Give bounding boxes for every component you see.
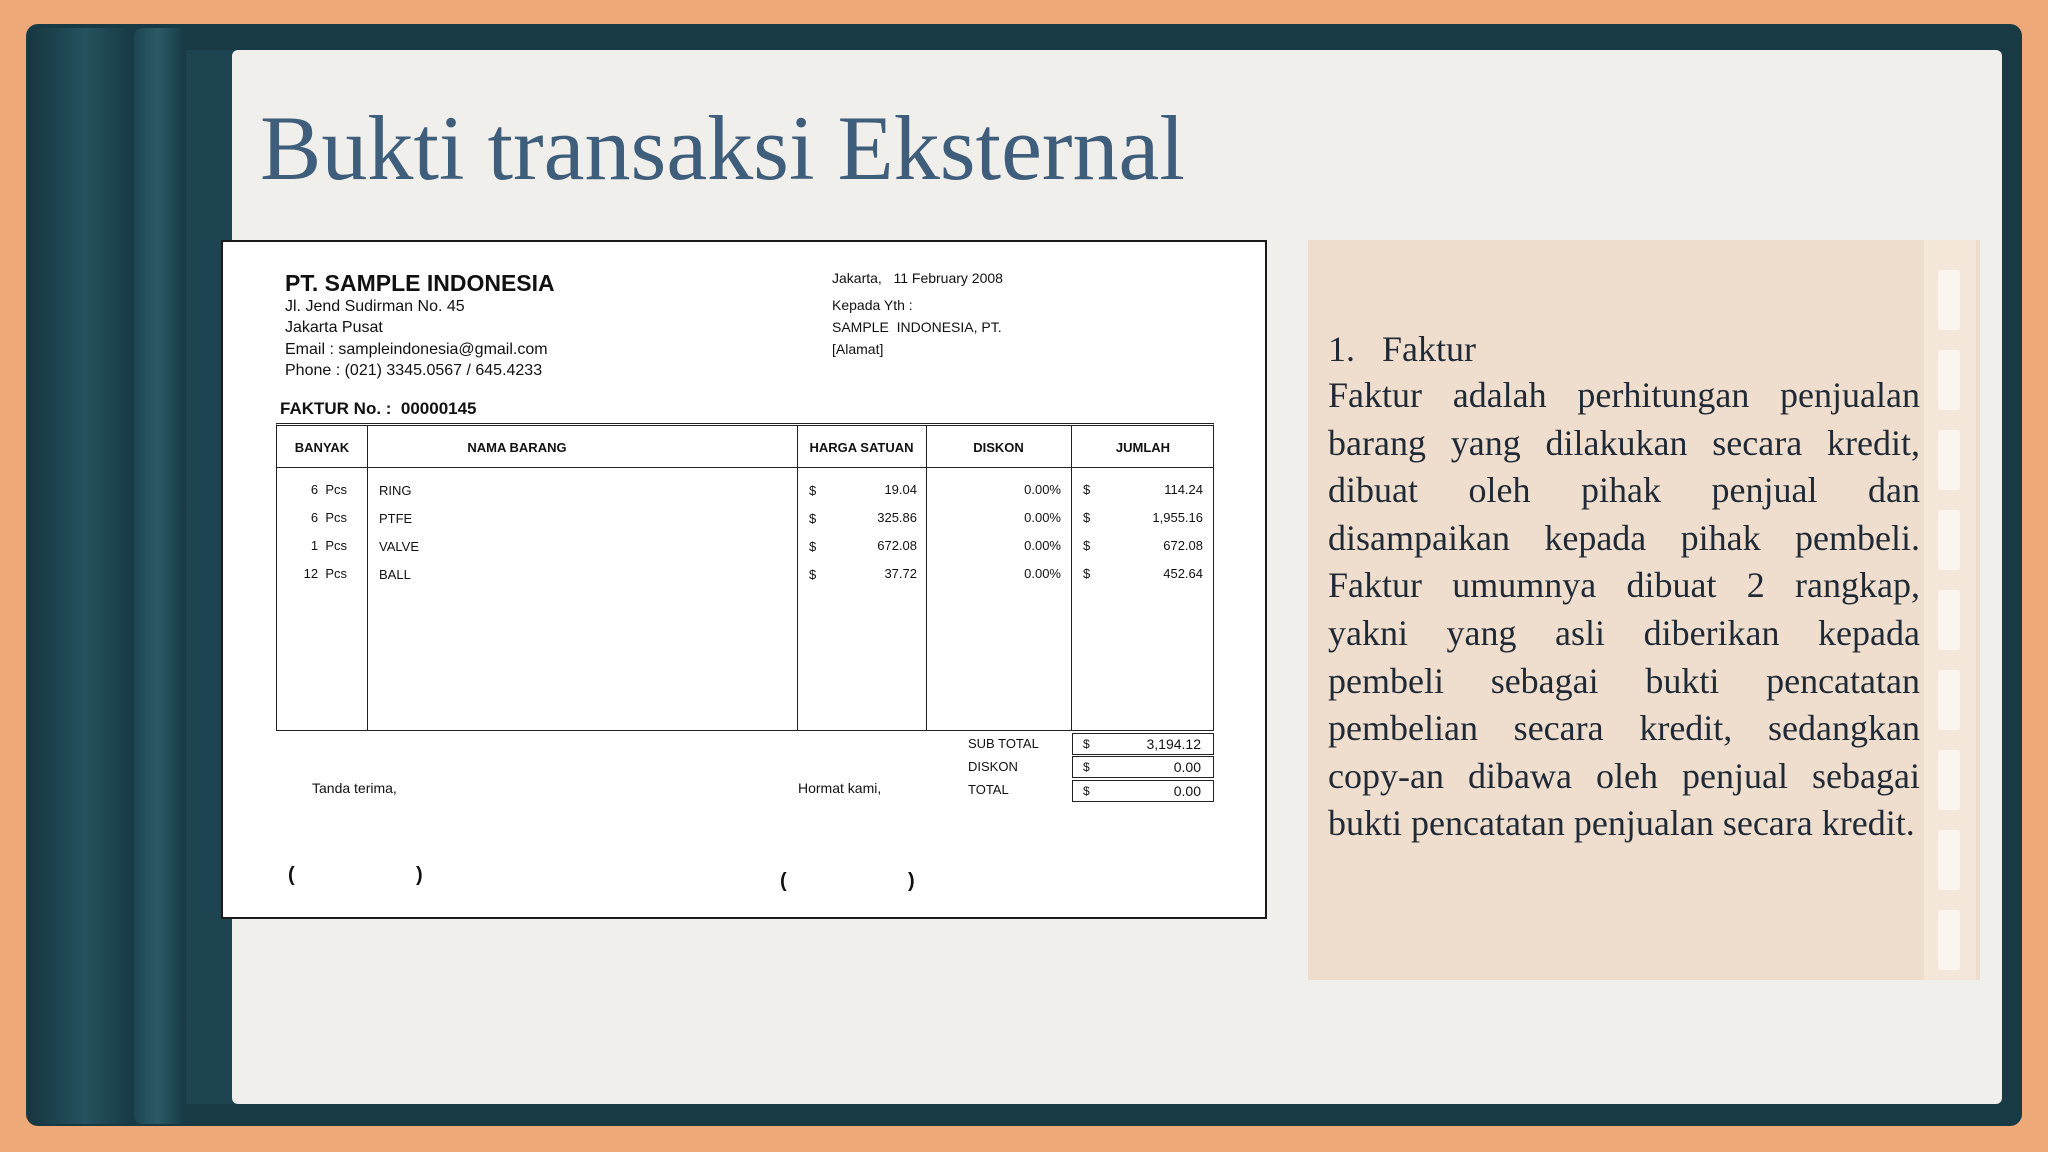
row-discount: 0.00% <box>1024 566 1061 581</box>
row-item: BALL <box>379 567 411 582</box>
row-discount: 0.00% <box>1024 538 1061 553</box>
discount-value: 0.00 <box>1173 759 1201 775</box>
subtotal-box <box>1072 733 1214 755</box>
slide-title: Bukti transaksi Eksternal <box>260 97 1185 199</box>
invoice-number: FAKTUR No. : 00000145 <box>280 399 477 418</box>
description-paragraph: Faktur adalah perhitungan penjualan barang yang dilakukan secara kredit, dibuat oleh pihak penjual dan disampaikan kepada pihak pembeli. Faktur umumnya dibuat 2 rangkap, yakni yang asli diberikan kepada pembeli sebagai bukti pencatatan pembelian secara kredit, sedangkan copy-an dibawa oleh penjual sebagai bukti pencatatan penjualan secara kredit. <box>1328 375 1920 844</box>
phone-line: Phone : (021) 3345.0567 / 645.4233 <box>285 362 543 379</box>
film-hole <box>1938 510 1960 570</box>
row-qty: 6 Pcs <box>310 510 347 525</box>
description-heading: 1. Faktur <box>1328 329 1476 369</box>
row-currency: $ <box>1083 566 1091 581</box>
signature-close: ) <box>908 870 915 892</box>
row-discount: 0.00% <box>1024 482 1061 497</box>
row-qty: 12 Pcs <box>303 566 347 581</box>
row-qty: 6 Pcs <box>310 482 347 497</box>
signature-open: ( <box>288 864 295 886</box>
invoice-table <box>276 423 1214 731</box>
received-by-label: Tanda terima, <box>312 780 397 796</box>
book-spine <box>28 28 132 1124</box>
row-currency: $ <box>809 539 817 554</box>
discount-box <box>1072 756 1214 778</box>
row-price: 325.86 <box>877 510 917 525</box>
row-currency: $ <box>809 511 817 526</box>
film-hole <box>1938 910 1960 970</box>
column-divider <box>797 426 798 730</box>
row-currency: $ <box>1083 482 1091 497</box>
invoice-image <box>221 240 1267 919</box>
row-amount: 114.24 <box>1164 482 1203 497</box>
header-divider <box>277 467 1213 468</box>
description-box <box>1308 240 1980 980</box>
recipient-address: [Alamat] <box>832 341 884 357</box>
header-discount: DISKON <box>973 440 1024 455</box>
subtotal-label: SUB TOTAL <box>968 736 1039 751</box>
film-hole <box>1938 750 1960 810</box>
film-hole <box>1938 830 1960 890</box>
recipient-name: SAMPLE INDONESIA, PT. <box>832 319 1002 335</box>
address-line: Jakarta Pusat <box>285 319 383 336</box>
column-divider <box>1071 426 1072 730</box>
discount-currency: $ <box>1083 760 1090 774</box>
subtotal-currency: $ <box>1083 737 1090 751</box>
subtotal-value: 3,194.12 <box>1146 736 1201 752</box>
film-hole <box>1938 590 1960 650</box>
signature-close: ) <box>416 864 423 886</box>
total-box <box>1072 780 1214 802</box>
total-value: 0.00 <box>1173 783 1201 799</box>
row-price: 672.08 <box>877 538 917 553</box>
row-amount: 1,955.16 <box>1152 510 1203 525</box>
film-hole <box>1938 670 1960 730</box>
total-label: TOTAL <box>968 782 1009 797</box>
film-hole <box>1938 350 1960 410</box>
row-currency: $ <box>1083 510 1091 525</box>
row-item: PTFE <box>379 511 413 526</box>
column-divider <box>367 426 368 730</box>
row-currency: $ <box>1083 538 1091 553</box>
email-line: Email : sampleindonesia@gmail.com <box>285 341 548 358</box>
row-price: 37.72 <box>884 566 917 581</box>
header-qty: BANYAK <box>294 440 350 455</box>
row-qty: 1 Pcs <box>310 538 347 553</box>
row-amount: 672.08 <box>1163 538 1203 553</box>
header-item: NAMA BARANG <box>467 440 567 455</box>
discount-label: DISKON <box>968 759 1018 774</box>
company-name: PT. SAMPLE INDONESIA <box>285 270 555 296</box>
header-amount: JUMLAH <box>1115 440 1171 455</box>
film-hole <box>1938 270 1960 330</box>
film-strip-decoration <box>1924 240 1976 980</box>
book-spine-inner <box>134 28 186 1124</box>
header-price: HARGA SATUAN <box>809 440 914 455</box>
row-currency: $ <box>809 483 817 498</box>
film-hole <box>1938 430 1960 490</box>
address-line: Jl. Jend Sudirman No. 45 <box>285 298 465 315</box>
recipient-label: Kepada Yth : <box>832 297 913 313</box>
place-date: Jakarta, 11 February 2008 <box>832 270 1003 286</box>
total-currency: $ <box>1083 784 1090 798</box>
row-item: VALVE <box>379 539 419 554</box>
regards-label: Hormat kami, <box>798 780 882 796</box>
row-discount: 0.00% <box>1024 510 1061 525</box>
row-price: 19.04 <box>884 482 917 497</box>
row-amount: 452.64 <box>1163 566 1203 581</box>
row-item: RING <box>379 483 412 498</box>
row-currency: $ <box>809 567 817 582</box>
signature-open: ( <box>780 870 787 892</box>
